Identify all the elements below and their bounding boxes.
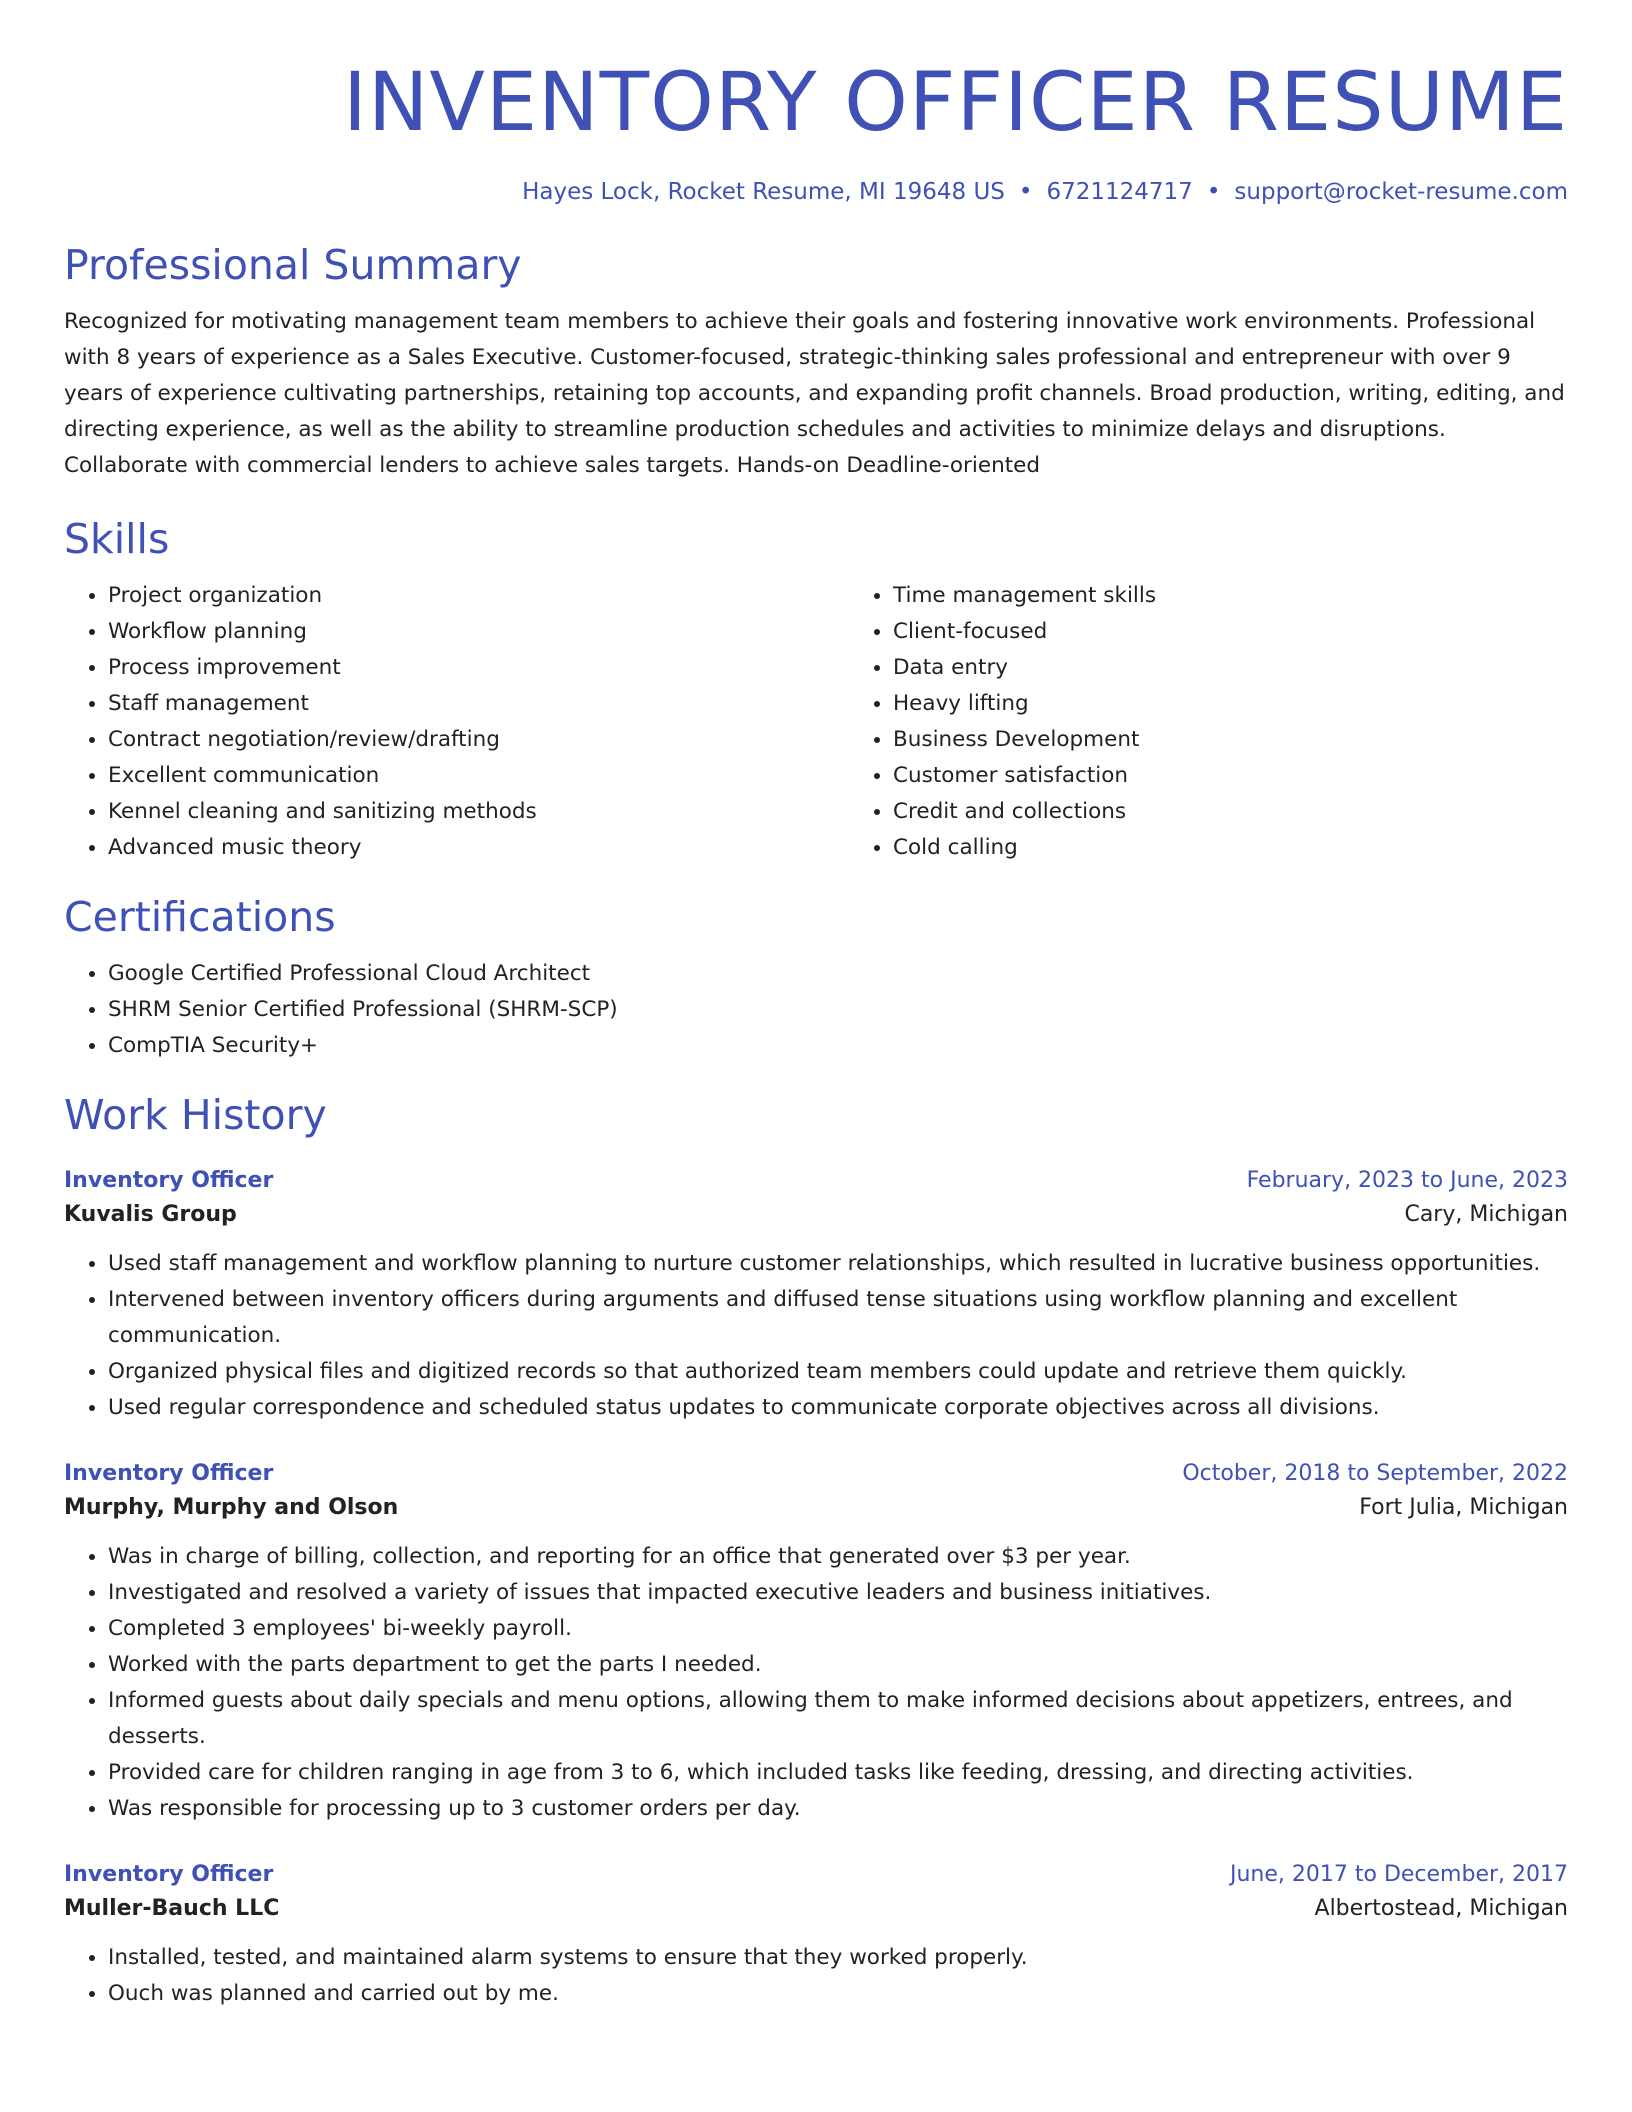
job-bullet: • Completed 3 employees' bi-weekly payroll. (108, 1611, 1568, 1647)
job-bullet: • Used regular correspondence and scheduled status updates to communicate corporate objectives across all divisions. (108, 1390, 1568, 1426)
resume-title: INVENTORY OFFICER RESUME (342, 56, 1568, 150)
job-company-row (64, 1196, 1568, 1234)
skill-item: • Data entry (893, 650, 1632, 686)
job-entry (64, 1860, 1568, 2012)
job-bullets (64, 1539, 1568, 1827)
contact-phone: 6721124717 (1046, 179, 1193, 205)
job-entry (64, 1459, 1568, 1827)
job-company: Muller-Bauch LLC (64, 1896, 280, 1921)
skill-item: • Kennel cleaning and sanitizing methods (108, 794, 849, 830)
job-header-row (64, 1166, 1568, 1196)
job-bullet: • Was responsible for processing up to 3 customer orders per day. (108, 1791, 1568, 1827)
skill-item: • Credit and collections (893, 794, 1632, 830)
job-dates: October, 2018 to September, 2022 (1182, 1461, 1568, 1486)
job-bullet: • Provided care for children ranging in age from 3 to 6, which included tasks like feeding, dressing, and directing activities. (108, 1755, 1568, 1791)
job-title: Inventory Officer (64, 1168, 274, 1193)
skill-item: • Client-focused (893, 614, 1632, 650)
contact-separator: • (1018, 179, 1033, 205)
skill-item: • Heavy lifting (893, 686, 1632, 722)
skill-item: • Cold calling (893, 830, 1632, 866)
job-dates: June, 2017 to December, 2017 (1229, 1862, 1568, 1887)
job-bullet: • Intervened between inventory officers during arguments and diffused tense situations using workflow planning and excellent communication. (108, 1282, 1568, 1354)
job-company: Murphy, Murphy and Olson (64, 1495, 399, 1520)
certification-item: • SHRM Senior Certified Professional (SHRM-SCP) (108, 992, 1568, 1028)
work-history-section (64, 1088, 1568, 2012)
certifications-list (64, 956, 1568, 1064)
job-location: Albertostead, Michigan (1314, 1896, 1568, 1921)
job-bullet: • Installed, tested, and maintained alarm systems to ensure that they worked properly. (108, 1940, 1568, 1976)
certification-item: • CompTIA Security+ (108, 1028, 1568, 1064)
skill-item: • Project organization (108, 578, 849, 614)
job-bullets (64, 1246, 1568, 1426)
job-bullet: • Organized physical files and digitized records so that authorized team members could update and retrieve them quickly. (108, 1354, 1568, 1390)
job-company-row (64, 1489, 1568, 1527)
contact-line (64, 176, 1568, 208)
skill-item: • Contract negotiation/review/drafting (108, 722, 849, 758)
job-bullet: • Worked with the parts department to get the parts I needed. (108, 1647, 1568, 1683)
certification-item: • Google Certified Professional Cloud Architect (108, 956, 1568, 992)
summary-section (64, 238, 1568, 484)
skill-item: • Workflow planning (108, 614, 849, 650)
job-bullet: • Used staff management and workflow planning to nurture customer relationships, which resulted in lucrative business opportunities. (108, 1246, 1568, 1282)
job-location: Cary, Michigan (1404, 1202, 1568, 1227)
summary-text: Recognized for motivating management team members to achieve their goals and fostering innovative work environments. Professional with 8 years of experience as a Sales Executive. Customer-focused, strategic-thinking sales professional and entrepreneur with over 9 years of experience cultivating partnerships, retaining top accounts, and expanding profit channels. Broad production, writing, editing, and directing experience, as well as the ability to streamline production schedules and activities to minimize delays and disruptions. Collaborate with commercial lenders to achieve sales targets. Hands-on Deadline-oriented (64, 309, 1565, 478)
skill-item: • Time management skills (893, 578, 1632, 614)
skill-item: • Advanced music theory (108, 830, 849, 866)
job-location: Fort Julia, Michigan (1359, 1495, 1568, 1520)
contact-address: Hayes Lock, Rocket Resume, MI 19648 US (522, 179, 1005, 205)
job-bullet: • Investigated and resolved a variety of issues that impacted executive leaders and business initiatives. (108, 1575, 1568, 1611)
skill-item: • Process improvement (108, 650, 849, 686)
skill-item: • Business Development (893, 722, 1632, 758)
skills-list-left (64, 578, 849, 866)
job-dates: February, 2023 to June, 2023 (1246, 1168, 1568, 1193)
skill-item: • Staff management (108, 686, 849, 722)
certifications-section (64, 890, 1568, 1064)
job-header-row (64, 1860, 1568, 1890)
skills-list-right (849, 578, 1632, 866)
section-heading-certifications: Certifications (64, 893, 336, 941)
skill-item: • Excellent communication (108, 758, 849, 794)
job-header-row (64, 1459, 1568, 1489)
job-bullets (64, 1940, 1568, 2012)
section-heading-summary: Professional Summary (64, 241, 522, 289)
job-bullet: • Was in charge of billing, collection, and reporting for an office that generated over $3 per year. (108, 1539, 1568, 1575)
contact-separator: • (1206, 179, 1221, 205)
skills-section (64, 512, 1568, 866)
skill-item: • Customer satisfaction (893, 758, 1632, 794)
job-title: Inventory Officer (64, 1461, 274, 1486)
section-heading-work-history: Work History (64, 1091, 327, 1139)
job-company-row (64, 1890, 1568, 1928)
job-company: Kuvalis Group (64, 1202, 237, 1227)
job-bullet: • Informed guests about daily specials and menu options, allowing them to make informed decisions about appetizers, entrees, and desserts. (108, 1683, 1568, 1755)
skills-columns (64, 578, 1568, 866)
contact-email[interactable]: support@rocket-resume.com (1234, 179, 1568, 205)
job-title: Inventory Officer (64, 1862, 274, 1887)
job-entry (64, 1166, 1568, 1426)
job-bullet: • Ouch was planned and carried out by me. (108, 1976, 1568, 2012)
section-heading-skills: Skills (64, 515, 170, 563)
